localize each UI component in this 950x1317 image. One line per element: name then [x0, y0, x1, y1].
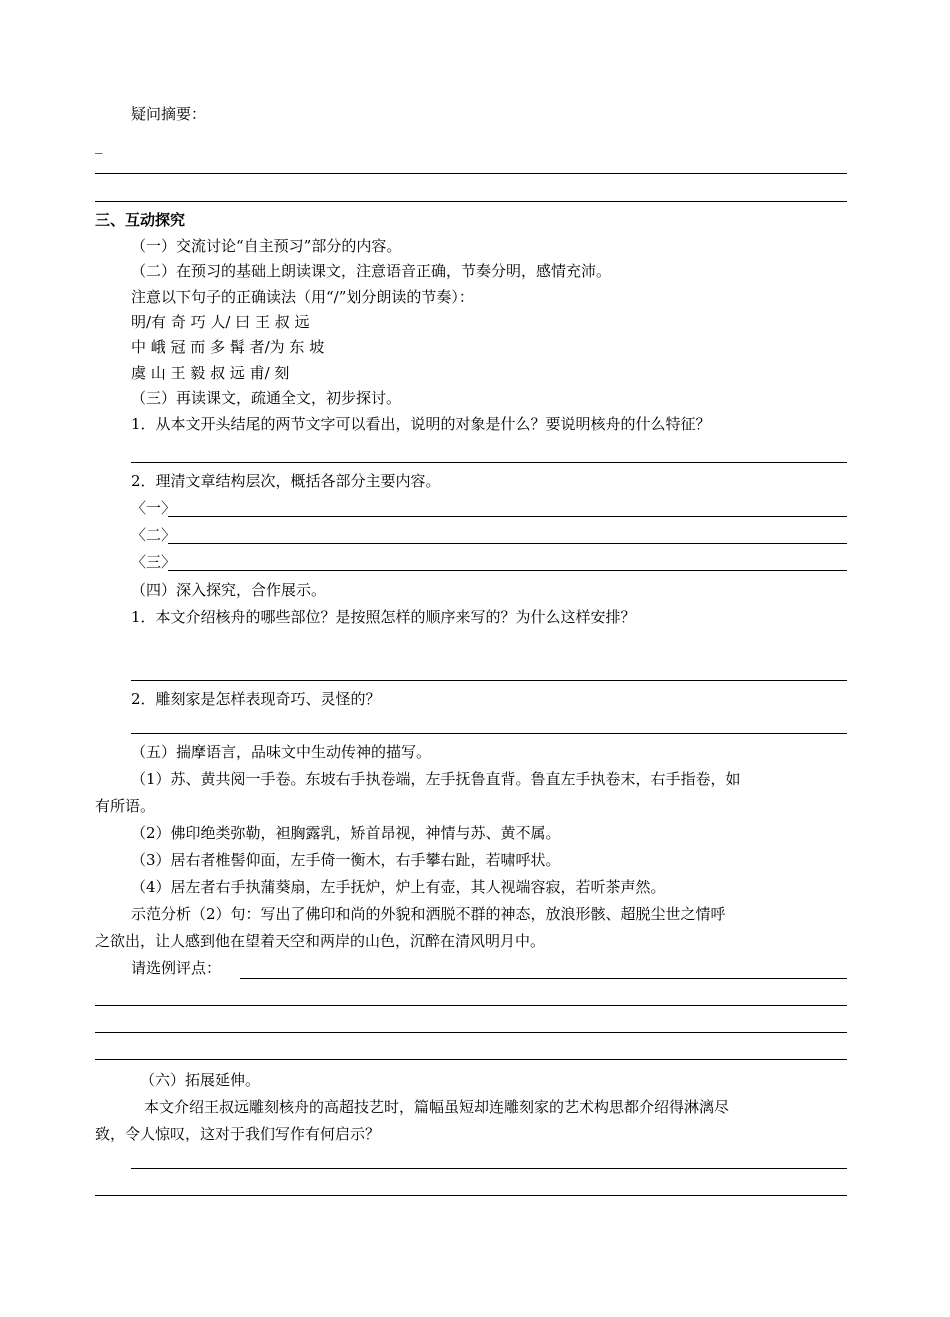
rhythm-line: 明/有 奇 巧 人/ 曰 王 叔 远 — [131, 313, 310, 331]
paragraph: 注意以下句子的正确读法（用“/”划分朗读的节奏）： — [131, 288, 474, 306]
answer-line — [95, 201, 847, 202]
question: 2．理清文章结构层次，概括各部分主要内容。 — [131, 472, 441, 490]
question: 2．雕刻家是怎样表现奇巧、灵怪的？ — [131, 690, 381, 708]
doubt-mark: _ — [95, 136, 103, 154]
section-heading: 三、互动探究 — [95, 211, 186, 229]
answer-line — [95, 1005, 847, 1006]
paragraph: （五）揣摩语言，品味文中生动传神的描写。 — [131, 743, 432, 761]
answer-line — [95, 1059, 847, 1060]
sentence: （1）苏、黄共阅一手卷。东坡右手执卷端，左手抚鲁直背。鲁直左手执卷末，右手指卷，如 — [131, 770, 741, 788]
paragraph: （二）在预习的基础上朗读课文，注意语音正确，节奏分明，感情充沛。 — [131, 262, 612, 280]
part-label: 〈二〉 — [131, 526, 177, 544]
question: 1．从本文开头结尾的两节文字可以看出，说明的对象是什么？要说明核舟的什么特征？ — [131, 415, 711, 433]
answer-line — [168, 516, 847, 517]
rhythm-line: 中 峨 冠 而 多 髯 者/为 东 坡 — [131, 338, 325, 356]
answer-line — [131, 680, 847, 681]
answer-line — [240, 978, 847, 979]
paragraph: （三）再读课文，疏通全文，初步探讨。 — [131, 389, 402, 407]
extension-text: 致，令人惊叹，这对于我们写作有何启示？ — [95, 1125, 381, 1143]
answer-line — [131, 1168, 847, 1169]
example-analysis: 示范分析（2）句：写出了佛印和尚的外貌和洒脱不群的神态，放浪形骸、超脱尘世之情呼 — [131, 905, 726, 923]
answer-line — [95, 1195, 847, 1196]
answer-line — [95, 1032, 847, 1033]
extension-text: 本文介绍王叔远雕刻核舟的高超技艺时，篇幅虽短却连雕刻家的艺术构思都介绍得淋漓尽 — [144, 1098, 730, 1116]
paragraph: （一）交流讨论“自主预习”部分的内容。 — [131, 237, 402, 255]
rhythm-line: 虞 山 王 毅 叔 远 甫/ 刻 — [131, 364, 290, 382]
sentence: 有所语。 — [95, 797, 156, 815]
answer-line — [131, 462, 847, 463]
example-analysis: 之欲出，让人感到他在望着天空和两岸的山色，沉醉在清风明月中。 — [95, 932, 546, 950]
sentence: （3）居右者椎髻仰面，左手倚一衡木，右手攀右趾，若啸呼状。 — [131, 851, 561, 869]
answer-line — [168, 543, 847, 544]
answer-line — [95, 173, 847, 174]
answer-line — [131, 733, 847, 734]
sentence: （2）佛印绝类弥勒，袒胸露乳，矫首昂视，神情与苏、黄不属。 — [131, 824, 561, 842]
part-label: 〈一〉 — [131, 499, 177, 517]
question: 1．本文介绍核舟的哪些部位？是按照怎样的顺序来写的？为什么这样安排？ — [131, 608, 636, 626]
part-label: 〈三〉 — [131, 553, 177, 571]
answer-line — [168, 570, 847, 571]
doubt-summary-label: 疑问摘要： — [131, 105, 207, 123]
sentence: （4）居左者右手执蒲葵扇，左手抚炉，炉上有壶，其人视端容寂，若听茶声然。 — [131, 878, 666, 896]
paragraph: （六）拓展延伸。 — [140, 1071, 261, 1089]
paragraph: （四）深入探究，合作展示。 — [131, 581, 327, 599]
comment-label: 请选例评点： — [131, 959, 222, 977]
